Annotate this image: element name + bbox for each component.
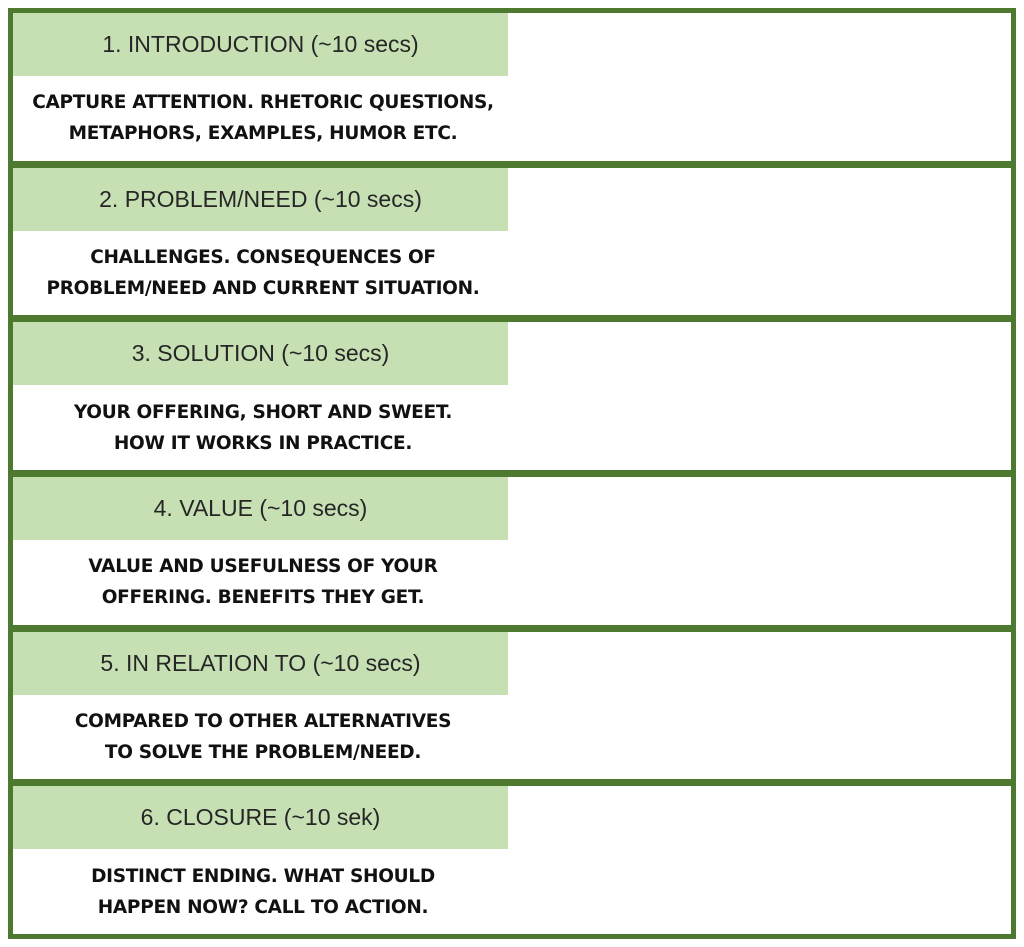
description-line: COMPARED TO OTHER ALTERNATIVES bbox=[74, 711, 452, 733]
section-header bbox=[13, 632, 508, 695]
section-value bbox=[13, 477, 1011, 625]
section-description bbox=[88, 551, 437, 613]
section-description bbox=[46, 242, 479, 304]
description-line: DISTINCT ENDING. WHAT SHOULD bbox=[91, 865, 435, 887]
description-line: VALUE AND USEFULNESS OF YOUR bbox=[88, 556, 438, 578]
description-line: OFFERING. BENEFITS THEY GET. bbox=[101, 587, 425, 609]
description-line: CHALLENGES. CONSEQUENCES OF bbox=[90, 247, 436, 268]
section-description bbox=[32, 87, 494, 149]
description-line: YOUR OFFERING, SHORT AND SWEET. bbox=[73, 401, 453, 423]
section-title: 6. CLOSURE (~10 sek) bbox=[140, 804, 381, 831]
section-description bbox=[75, 706, 451, 768]
section-body bbox=[13, 695, 513, 780]
section-header bbox=[13, 477, 508, 540]
section-title: 3. SOLUTION (~10 secs) bbox=[131, 340, 390, 367]
section-title: 1. INTRODUCTION (~10 secs) bbox=[102, 31, 419, 57]
description-line: HAPPEN NOW? CALL TO ACTION. bbox=[97, 896, 429, 918]
section-body bbox=[13, 849, 513, 934]
section-problem-need bbox=[13, 168, 1011, 316]
section-body bbox=[13, 231, 513, 316]
section-header bbox=[13, 13, 508, 76]
section-in-relation-to bbox=[13, 632, 1011, 780]
section-body bbox=[13, 76, 513, 161]
description-line: CAPTURE ATTENTION. RHETORIC QUESTIONS, bbox=[32, 92, 494, 114]
section-title: 5. IN RELATION TO (~10 secs) bbox=[100, 649, 421, 676]
pitch-structure-table bbox=[8, 8, 1016, 939]
section-body bbox=[13, 385, 513, 470]
description-line: PROBLEM/NEED AND CURRENT SITUATION. bbox=[46, 278, 480, 299]
description-line: TO SOLVE THE PROBLEM/NEED. bbox=[104, 742, 422, 764]
section-header bbox=[13, 322, 508, 385]
section-closure bbox=[13, 786, 1011, 934]
description-line: METAPHORS, EXAMPLES, HUMOR ETC. bbox=[68, 123, 458, 145]
section-title: 4. VALUE (~10 secs) bbox=[153, 495, 368, 522]
section-description bbox=[74, 397, 452, 459]
description-line: HOW IT WORKS IN PRACTICE. bbox=[113, 432, 413, 454]
section-description bbox=[91, 861, 435, 923]
section-introduction bbox=[13, 13, 1011, 161]
section-solution bbox=[13, 322, 1011, 470]
section-header bbox=[13, 168, 508, 231]
section-title: 2. PROBLEM/NEED (~10 secs) bbox=[99, 185, 422, 212]
section-header bbox=[13, 786, 508, 849]
section-body bbox=[13, 540, 513, 625]
